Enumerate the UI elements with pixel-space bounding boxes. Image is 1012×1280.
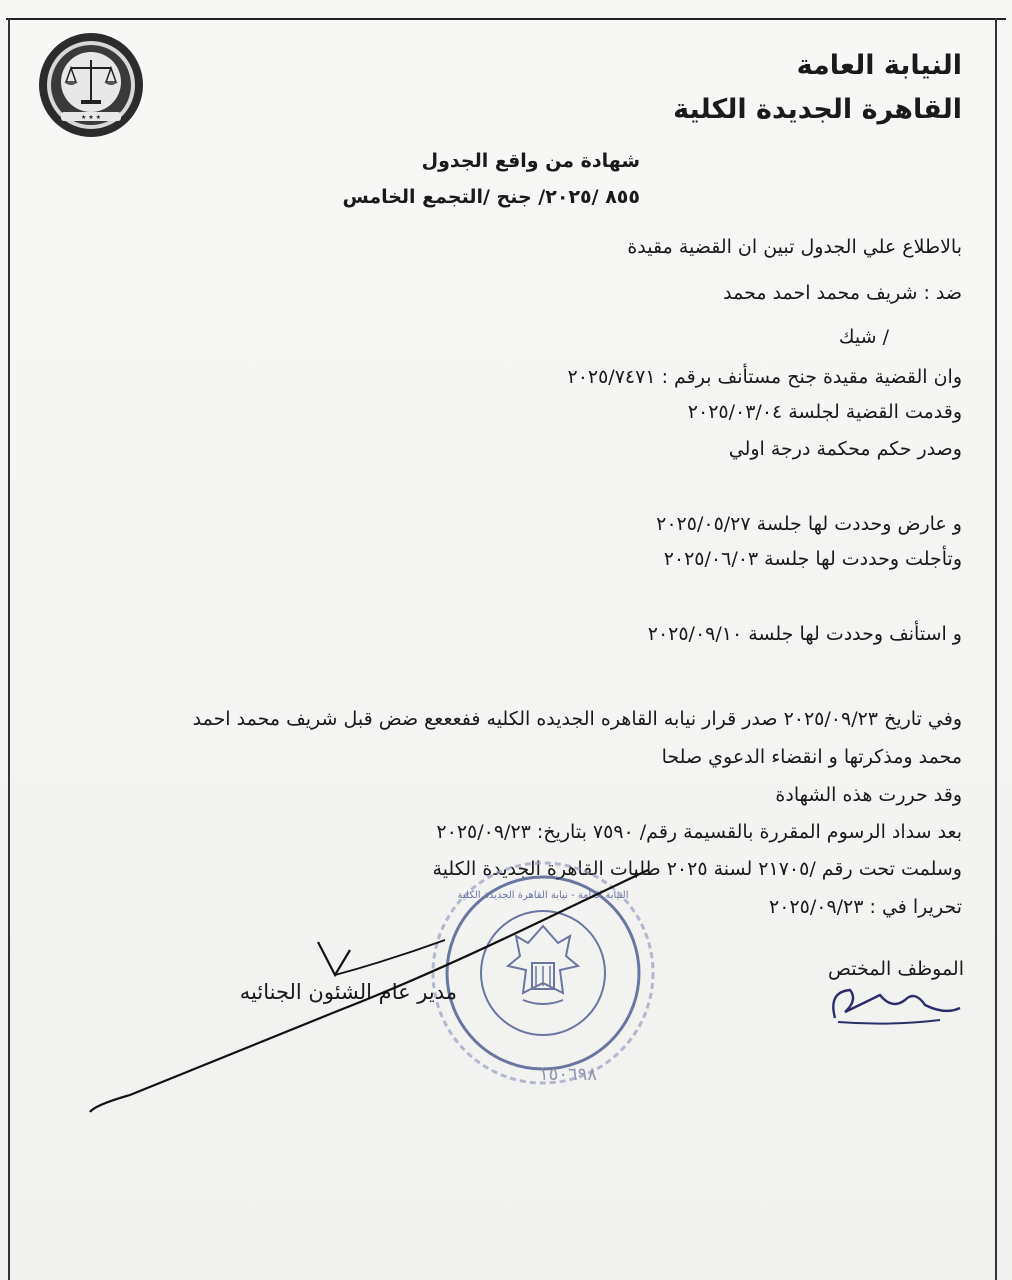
body-line: وفي تاريخ ٢٠٢٥/٠٩/٢٣ صدر قرار نيابه القاهره الجديده الكليه ففعععع ضض قبل شريف محمد احمد: [192, 708, 962, 730]
body-line: وصدر حكم محكمة درجة اولي: [728, 438, 962, 460]
stamp-text: النيابة العامة - نيابة القاهرة الجديدة الكلية: [457, 890, 629, 901]
page-border-left: [8, 18, 10, 1280]
prosecution-logo-seal: [36, 30, 146, 140]
header-prosecution: النيابة العامة: [796, 50, 962, 81]
director-title: مدير عام الشئون الجنائيه: [239, 980, 457, 1004]
body-line: وقد حررت هذه الشهادة: [775, 784, 962, 806]
case-number: ٨٥٥ /٢٠٢٥/ جنح /التجمع الخامس: [342, 186, 640, 208]
official-stamp: [428, 858, 658, 1088]
body-line: بعد سداد الرسوم المقررة بالقسيمة رقم/ ٧٥٩٠ بتاريخ: ٢٠٢٥/٠٩/٢٣: [436, 821, 962, 843]
body-line: ضد : شريف محمد احمد محمد: [723, 282, 962, 304]
page-border-right: [995, 18, 997, 1280]
header-district: القاهرة الجديدة الكلية: [673, 94, 962, 125]
body-line: / شيك: [838, 326, 889, 348]
page-border-top: [6, 18, 1006, 20]
body-line: محمد ومذكرتها و انقضاء الدعوي صلحا: [661, 746, 962, 768]
certificate-title: شهادة من واقع الجدول: [421, 150, 640, 172]
body-line: وان القضية مقيدة جنح مستأنف برقم : ٢٠٢٥/٧٤٧١: [567, 366, 962, 388]
svg-text:★ ★ ★: ★ ★ ★: [81, 114, 101, 121]
body-line: وتأجلت وحددت لها جلسة ٢٠٢٥/٠٦/٠٣: [663, 548, 962, 570]
clerk-title: الموظف المختص: [827, 958, 964, 980]
body-line: و عارض وحددت لها جلسة ٢٠٢٥/٠٥/٢٧: [656, 513, 962, 535]
body-line: بالاطلاع علي الجدول تبين ان القضية مقيدة: [627, 236, 962, 258]
body-line: وقدمت القضية لجلسة ٢٠٢٥/٠٣/٠٤: [687, 401, 962, 423]
stamp-number: ١٥٠٦٩٨: [538, 1064, 598, 1085]
body-line: تحريرا في : ٢٠٢٥/٠٩/٢٣: [769, 896, 962, 918]
body-line: وسلمت تحت رقم /٢١٧٠٥ لسنة ٢٠٢٥ طلبات القاهرة الجديدة الكلية: [432, 858, 962, 880]
body-line: و استأنف وحددت لها جلسة ٢٠٢٥/٠٩/١٠: [647, 623, 962, 645]
